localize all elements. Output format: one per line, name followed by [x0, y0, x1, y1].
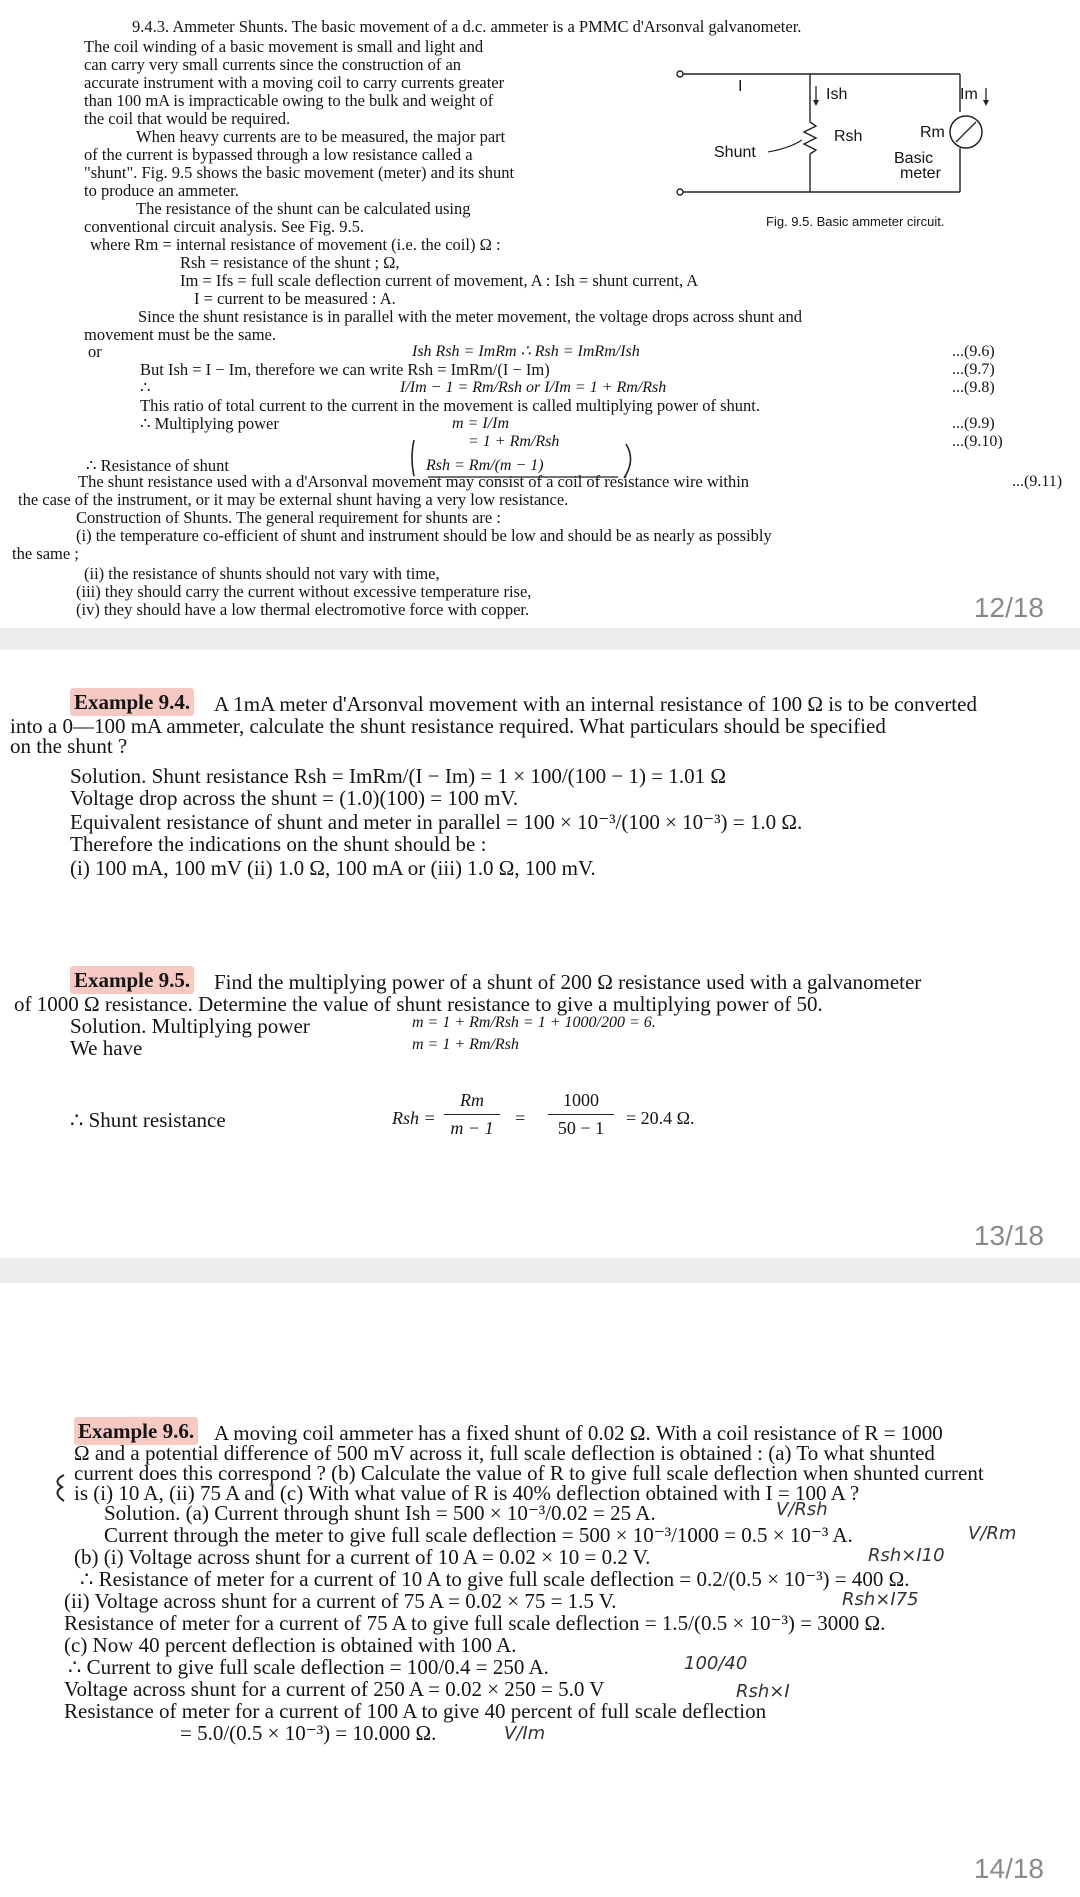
text-line: of the current is bypassed through a low resistance called a [84, 145, 473, 164]
text-line: is (i) 10 A, (ii) 75 A and (c) With what value of R is 40% deflection obtained with I = 100 A ? [74, 1481, 860, 1505]
figure-caption: Fig. 9.5. Basic ammeter circuit. [766, 214, 945, 229]
page-number: 12/18 [973, 592, 1044, 623]
equation-number: ...(9.11) [1012, 473, 1063, 490]
equation-number: ...(9.10) [952, 433, 1003, 450]
text-line: The shunt resistance used with a d'Arsonval movement may consist of a coil of resistance wire within [78, 472, 750, 491]
text-line: A moving coil ammeter has a fixed shunt of 0.02 Ω. With a coil resistance of R = 1000 [214, 1421, 943, 1445]
text-line: Find the multiplying power of a shunt of 200 Ω resistance used with a galvanometer [214, 970, 922, 994]
text-line: Construction of Shunts. The general requirement for shunts are : [76, 508, 501, 527]
text-line: Voltage drop across the shunt = (1.0)(100) = 100 mV. [70, 786, 519, 810]
text-line: The resistance of the shunt can be calculated using [136, 199, 471, 218]
text-line: conventional circuit analysis. See Fig. 9.5. [84, 217, 364, 236]
text-line: Im = Ifs = full scale deflection current of movement, A : Ish = shunt current, A [180, 271, 699, 290]
text-line: The coil winding of a basic movement is small and light and [84, 37, 484, 56]
handwritten-note: Rsh×I [736, 1681, 790, 1702]
text-line: ∴ Resistance of shunt [86, 456, 229, 475]
text-line: on the shunt ? [10, 734, 128, 758]
text-line: into a 0—100 mA ammeter, calculate the shunt resistance required. What particulars should be specified [10, 714, 886, 738]
document-page-14 [0, 1283, 1080, 1897]
handwritten-note: 100/40 [684, 1653, 748, 1674]
handwritten-note: V/Rsh [776, 1499, 828, 1520]
text-line: movement must be the same. [84, 325, 276, 344]
text-line: But Ish = I − Im, therefore we can write Rsh = ImRm/(I − Im) [140, 360, 550, 379]
text-line: the case of the instrument, or it may be external shunt having a very low resistance. [18, 490, 569, 509]
figure-label-meter: meter [900, 165, 941, 182]
text-line: 9.4.3. Ammeter Shunts. The basic movement of a d.c. ammeter is a PMMC d'Arsonval galvanometer. [132, 17, 802, 36]
figure-label-ish: Ish [826, 86, 848, 103]
handwritten-note: Rsh×I10 [868, 1545, 945, 1566]
handwritten-note: V/Rm [968, 1523, 1017, 1544]
figure-label-shunt: Shunt [714, 144, 756, 161]
equation-number: ...(9.7) [952, 361, 995, 378]
text-line: Ω and a potential difference of 500 mV across it, full scale deflection is obtained : (a) To what shunted [74, 1441, 935, 1465]
text-line: Solution. Shunt resistance Rsh = ImRm/(I − Im) = 1 × 100/(100 − 1) = 1.01 Ω [70, 764, 726, 788]
text-line: (iv) they should have a low thermal electromotive force with copper. [76, 600, 530, 619]
text-line: Solution. (a) Current through shunt Ish = 500 × 10⁻³/0.02 = 25 A. [104, 1501, 656, 1525]
figure-label-im: Im [960, 86, 978, 103]
document-page-12 [0, 0, 1080, 628]
text-line: (ii) the resistance of shunts should not vary with time, [84, 564, 440, 583]
equation: m = 1 + Rm/Rsh = 1 + 1000/200 = 6. [412, 1014, 656, 1031]
handwritten-note: Rsh×I75 [842, 1589, 919, 1610]
figure-label-rsh: Rsh [834, 128, 863, 145]
text-line: or [88, 342, 102, 361]
text-line: Since the shunt resistance is in parallel with the meter movement, the voltage drops across shunt and [138, 307, 802, 326]
equation-number: ...(9.6) [952, 343, 995, 360]
text-line: ∴ Multiplying power [140, 414, 279, 433]
text-line: than 100 mA is impracticable owing to the bulk and weight of [84, 91, 494, 110]
figure-label-basic: Basic [894, 150, 934, 167]
text-line: When heavy currents are to be measured, the major part [136, 127, 506, 146]
text-line: accurate instrument with a moving coil to carry currents greater [84, 73, 505, 92]
text-line: (iii) they should carry the current without excessive temperature rise, [76, 582, 532, 601]
text-line: (i) the temperature co-efficient of shunt and instrument should be low and should be as nearly as possibly [76, 526, 772, 545]
text-line: Therefore the indications on the shunt should be : [70, 832, 487, 856]
text-line: where Rm = internal resistance of movement (i.e. the coil) Ω : [90, 235, 501, 254]
text-line: Current through the meter to give full scale deflection = 500 × 10⁻³/1000 = 0.5 × 10⁻³ A. [104, 1523, 853, 1547]
text-line: can carry very small currents since the construction of an [84, 55, 462, 74]
text-line: This ratio of total current to the current in the movement is called multiplying power of shunt. [140, 396, 760, 415]
equation: m = I/Im [452, 415, 510, 432]
example-9-4-heading: Example 9.4. [70, 690, 194, 714]
text-line: (i) 100 mA, 100 mV (ii) 1.0 Ω, 100 mA or (iii) 1.0 Ω, 100 mV. [70, 856, 596, 880]
equation: = 1 + Rm/Rsh [468, 433, 560, 450]
handwritten-note: V/Im [504, 1723, 546, 1744]
text-line: ∴ Resistance of meter for a current of 10 A to give full scale deflection = 0.2/(0.5 × 10⁻³) = 400 Ω. [80, 1567, 910, 1591]
equation: I/Im − 1 = Rm/Rsh or I/Im = 1 + Rm/Rsh [400, 379, 667, 396]
text-line: "shunt". Fig. 9.5 shows the basic movement (meter) and its shunt [84, 163, 515, 182]
text-line: the same ; [12, 544, 79, 563]
margin-brace-mark [50, 1473, 70, 1503]
text-line: I = current to be measured : A. [194, 289, 396, 308]
figure-label-i: I [738, 78, 743, 95]
equation: m = 1 + Rm/Rsh [412, 1036, 519, 1053]
equation: Ish Rsh = ImRm ∴ Rsh = ImRm/Ish [412, 343, 640, 360]
equation: Rsh = Rm/(m − 1) [426, 457, 544, 474]
text-line: Resistance of meter for a current of 100 A to give 40 percent of full scale deflection [64, 1699, 767, 1723]
text-line: the coil that would be required. [84, 109, 291, 128]
document-page-13: Example 9.4. A 1mA meter d'Arsonval movement with an internal resistance of 100 Ω is to be converted into a 0—100 mA ammeter, calculate the shunt resistance required. What particulars should be specified on the shunt ? Solution. Shunt resistance Rsh = ImRm/(I − Im) = 1 × 100/(100 − 1) = 1.01 Ω Voltage drop across the shunt = (1.0)(100) = 100 mV. Equivalent resistance of shunt and meter in parallel = 100 × 10⁻³/(100 × 10⁻³) = 1.0 Ω. Therefore the indications on the shunt should be : (i) 100 mA, 100 mV (ii) 1.0 Ω, 100 mA or (iii) 1.0 Ω, 100 mV. Example 9.5. Find the multiplying power of a shunt of 200 Ω resistance used with a galvanometer of 1000 Ω resistance. Determine the value of shunt resistance to give a multiplying power of 50. Solution. Multiplying power We have ∴ Shunt resistance m = 1 + Rm/Rsh = 1 + 1000/200 = 6. m = 1 + Rm/Rsh Rsh = Rm m − 1 = 1000 50 − 1 = 20.4 Ω. 13/18 [0, 650, 1080, 1258]
figure-label-rm: Rm [920, 124, 945, 141]
text-line: ∴ [140, 378, 151, 397]
text-line: We have [70, 1036, 143, 1060]
text-line: Rsh = resistance of the shunt ; Ω, [180, 253, 400, 272]
page-number: 14/18 [973, 1853, 1044, 1884]
text-line: Voltage across shunt for a current of 250 A = 0.02 × 250 = 5.0 V [64, 1677, 605, 1701]
text-line: to produce an ammeter. [84, 181, 239, 200]
text-line: Resistance of meter for a current of 75 A to give full scale deflection = 1.5/(0.5 × 10⁻³) = 3000 Ω. [64, 1611, 886, 1635]
text-line: current does this correspond ? (b) Calculate the value of R to give full scale deflection when shunted current [74, 1461, 984, 1485]
text-line: ∴ Current to give full scale deflection = 100/0.4 = 250 A. [68, 1655, 549, 1679]
text-line: ∴ Shunt resistance [70, 1108, 226, 1132]
equation-number: ...(9.8) [952, 379, 995, 396]
text-line: = 5.0/(0.5 × 10⁻³) = 10.000 Ω. [180, 1721, 437, 1745]
page-number: 13/18 [973, 1220, 1044, 1251]
text-line: Solution. Multiplying power [70, 1014, 310, 1038]
text-line: Equivalent resistance of shunt and meter in parallel = 100 × 10⁻³/(100 × 10⁻³) = 1.0 Ω. [70, 810, 803, 834]
text-line: (c) Now 40 percent deflection is obtained with 100 A. [64, 1633, 517, 1657]
text-line: A 1mA meter d'Arsonval movement with an internal resistance of 100 Ω is to be converted [214, 692, 977, 716]
example-9-6-heading: Example 9.6. [74, 1419, 198, 1443]
text-line: of 1000 Ω resistance. Determine the value of shunt resistance to give a multiplying power of 50. [14, 992, 823, 1016]
text-line: (ii) Voltage across shunt for a current of 75 A = 0.02 × 75 = 1.5 V. [64, 1589, 617, 1613]
text-line: (b) (i) Voltage across shunt for a current of 10 A = 0.02 × 10 = 0.2 V. [74, 1545, 651, 1569]
example-9-5-heading: Example 9.5. [70, 968, 194, 992]
equation-number: ...(9.9) [952, 415, 995, 432]
